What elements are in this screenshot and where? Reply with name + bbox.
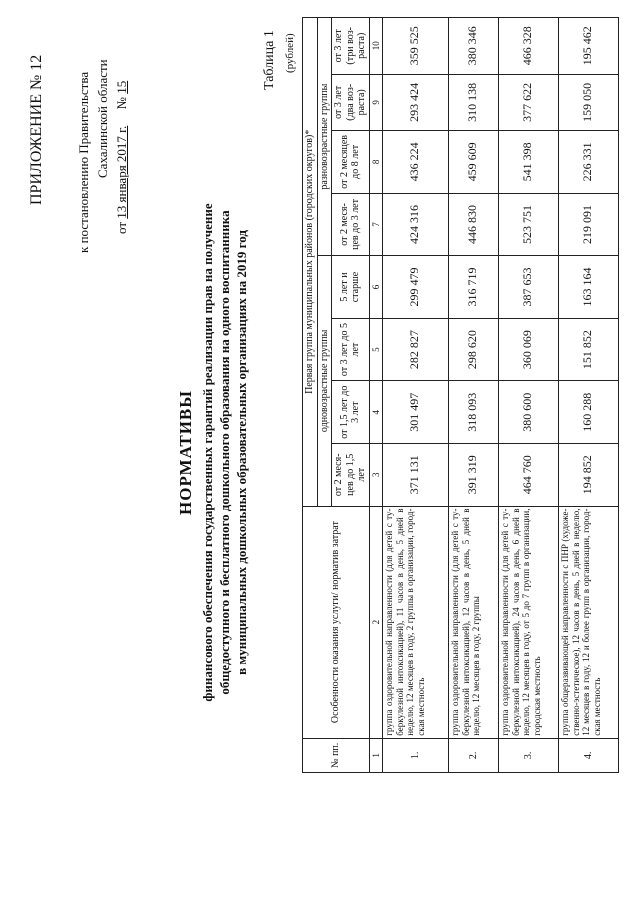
subtitle-line-2: общедоступного и бесплатного дошкольного образования на одного воспитанника — [217, 210, 232, 695]
header-age-col: от 2 меся- цев до 3 лет — [332, 193, 370, 256]
row-number: 1. — [382, 738, 448, 772]
norms-table — [302, 17, 619, 773]
value-cell: 424 316 — [382, 193, 448, 256]
header-age-col: от 1,5 лет до 3 лет — [332, 381, 370, 444]
row-description: группа общеразвивающей направленности с ПНР (художе- ственно-эстетическое), 12 часов в день, 5 дней в неделю, 12 месяцев в году, 12 и более групп в организации, город- ская местность — [558, 506, 618, 738]
header-age-col: от 2 меся- цев до 1,5 лет — [332, 443, 370, 506]
table-row — [448, 18, 498, 773]
header-mixed-age: разновозрастные группы — [317, 18, 332, 256]
value-cell: 359 525 — [382, 18, 448, 75]
index-cell: 2 — [369, 506, 382, 738]
index-cell: 3 — [369, 443, 382, 506]
value-cell: 464 760 — [498, 443, 558, 506]
value-cell: 219 091 — [558, 193, 618, 256]
table-row — [498, 18, 558, 773]
value-cell: 459 609 — [448, 131, 498, 194]
header-feature: Особенности оказания услуги/ норматив затрат — [303, 506, 370, 738]
header-same-age: одновозрастные группы — [317, 256, 332, 506]
index-row — [369, 18, 382, 773]
resolution-date-line — [114, 81, 130, 234]
header-age-col: от 3 лет (три воз- раста) — [332, 18, 370, 75]
value-cell: 159 050 — [558, 74, 618, 131]
value-cell: 466 328 — [498, 18, 558, 75]
resolution-line-2: Сахалинской области — [95, 59, 110, 178]
index-cell: 6 — [369, 256, 382, 319]
value-cell: 301 497 — [382, 381, 448, 444]
number-prefix: № — [114, 97, 129, 110]
header-age-col: 5 лет и старше — [332, 256, 370, 319]
value-cell: 387 653 — [498, 256, 558, 319]
index-cell: 9 — [369, 74, 382, 131]
value-cell: 282 827 — [382, 318, 448, 381]
value-cell: 226 331 — [558, 131, 618, 194]
unit-label: (рублей) — [284, 33, 296, 73]
index-cell: 4 — [369, 381, 382, 444]
row-description: группа оздоровительной направленности (для детей с ту- беркулезной интоксикацией), 11 часов в день, 5 дней в неделю, 12 месяцев в году, 2 группы в организации, город- ская местность — [382, 506, 448, 738]
value-cell: 371 131 — [382, 443, 448, 506]
value-cell: 318 093 — [448, 381, 498, 444]
number-value: 15 — [114, 80, 129, 94]
table-row — [382, 18, 448, 773]
value-cell: 436 224 — [382, 131, 448, 194]
row-number: 3. — [498, 738, 558, 772]
value-cell: 151 852 — [558, 318, 618, 381]
index-cell: 5 — [369, 318, 382, 381]
value-cell: 446 830 — [448, 193, 498, 256]
header-group: Первая группа муниципальных районов (городских округов)* — [303, 18, 318, 507]
value-cell: 541 398 — [498, 131, 558, 194]
value-cell: 195 462 — [558, 18, 618, 75]
index-cell: 8 — [369, 131, 382, 194]
row-number: 2. — [448, 738, 498, 772]
value-cell: 360 069 — [498, 318, 558, 381]
value-cell: 310 138 — [448, 74, 498, 131]
table-row — [558, 18, 618, 773]
subtitle-line-1: финансового обеспечения государственных гарантий реализации прав на получение — [200, 203, 215, 702]
date-value: 13 января 2017 г. — [114, 125, 129, 219]
appendix-title: ПРИЛОЖЕНИЕ № 12 — [28, 54, 45, 205]
row-description: группа оздоровительной направленности (для детей с ту- беркулезной интоксикацией), 12 часов в день, 5 дней в неделю, 12 месяцев в году, 2 группы — [448, 506, 498, 738]
value-cell: 316 719 — [448, 256, 498, 319]
row-number: 4. — [558, 738, 618, 772]
value-cell: 293 424 — [382, 74, 448, 131]
document-title: НОРМАТИВЫ — [176, 390, 195, 515]
value-cell: 380 346 — [448, 18, 498, 75]
value-cell: 377 622 — [498, 74, 558, 131]
row-description: группа оздоровительной направленности (для детей с ту- беркулезной интоксикацией), 24 часов в день, 6 дней в неделю, 12 месяцев в году, от 5 до 7 групп в организации, городская местность — [498, 506, 558, 738]
date-prefix: от — [114, 221, 129, 234]
resolution-line-1: к постановлению Правительства — [76, 71, 91, 253]
value-cell: 160 288 — [558, 381, 618, 444]
header-age-col: от 2 месяцев до 8 лет — [332, 131, 370, 194]
header-age-col: от 3 лет (два воз- раста) — [332, 74, 370, 131]
value-cell: 298 620 — [448, 318, 498, 381]
value-cell: 523 751 — [498, 193, 558, 256]
index-cell: 7 — [369, 193, 382, 256]
header-number: № пп. — [303, 738, 370, 772]
value-cell: 391 319 — [448, 443, 498, 506]
index-cell: 10 — [369, 18, 382, 75]
subtitle-line-3: в муниципальных дошкольных образовательных организациях на 2019 год — [234, 230, 249, 675]
value-cell: 194 852 — [558, 443, 618, 506]
value-cell: 380 600 — [498, 381, 558, 444]
header-age-col: от 3 лет до 5 лет — [332, 318, 370, 381]
index-cell: 1 — [369, 738, 382, 772]
value-cell: 163 164 — [558, 256, 618, 319]
table-label: Таблица 1 — [262, 30, 277, 90]
value-cell: 299 479 — [382, 256, 448, 319]
